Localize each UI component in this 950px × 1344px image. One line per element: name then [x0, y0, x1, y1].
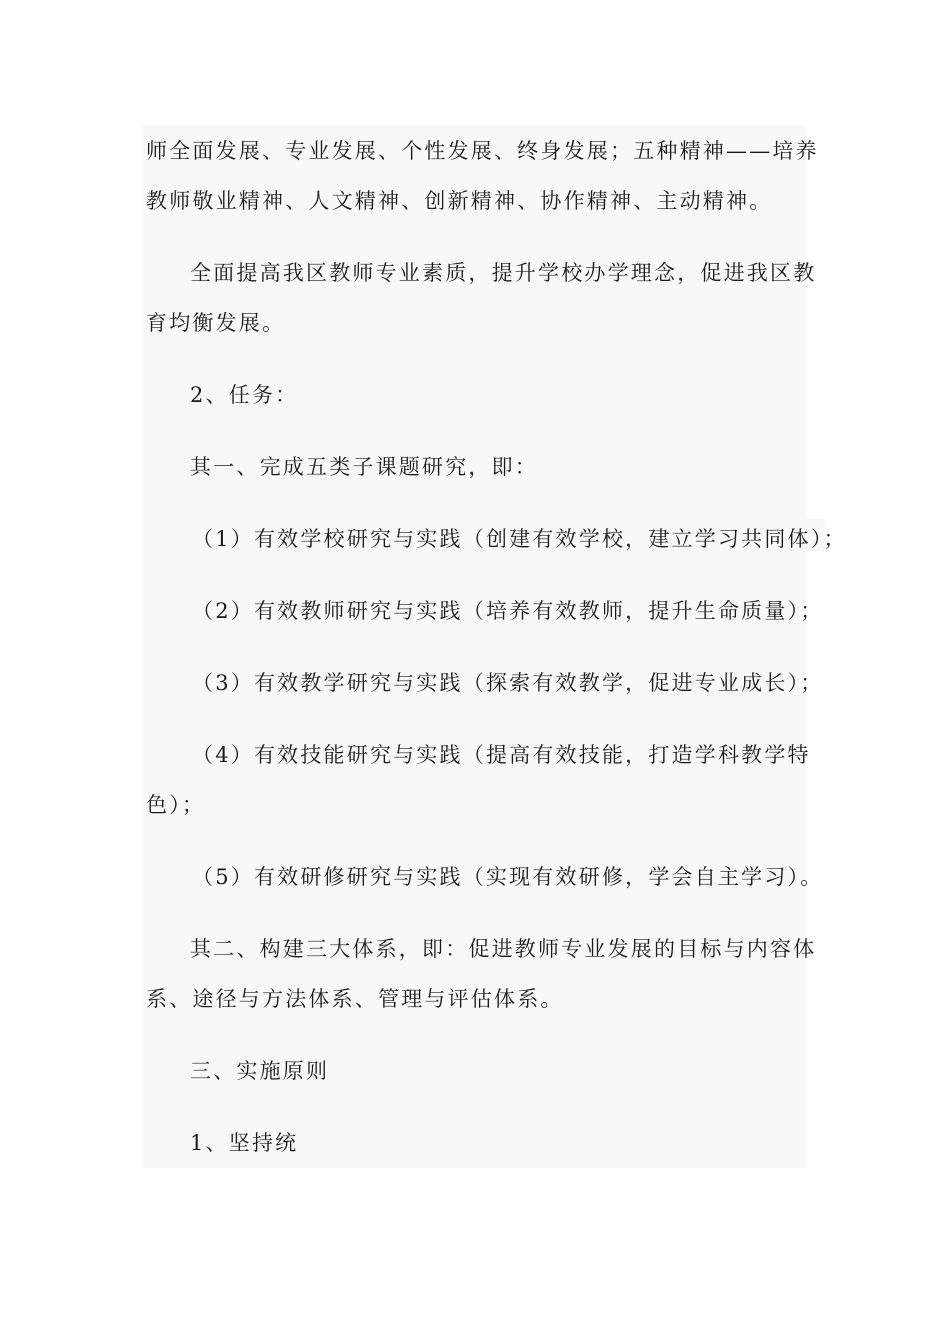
- list-item-4-cont: 色）；: [146, 793, 206, 817]
- text-line-14: 系、途径与方法体系、管理与评估体系。: [146, 987, 564, 1011]
- list-item-2: （2）有效教师研究与实践（培养有效教师，提升生命质量）；: [192, 599, 824, 623]
- text-line-13: 其二、构建三大体系，即：促进教师专业发展的目标与内容体: [190, 937, 817, 961]
- text-line-16: 1、坚持统: [190, 1131, 299, 1155]
- section-task-heading: 2、任务：: [190, 383, 299, 407]
- text-line-2: 教师敬业精神、人文精神、创新精神、协作精神、主动精神。: [146, 189, 773, 213]
- text-line-6: 其一、完成五类子课题研究，即：: [190, 455, 538, 479]
- list-item-1: （1）有效学校研究与实践（创建有效学校，建立学习共同体）；: [192, 527, 847, 551]
- text-line-3: 全面提高我区教师专业素质，提升学校办学理念，促进我区教: [190, 261, 817, 285]
- text-line-1: 师全面发展、专业发展、个性发展、终身发展；五种精神——培养: [146, 139, 819, 163]
- list-item-5: （5）有效研修研究与实践（实现有效研修，学会自主学习）。: [192, 865, 824, 889]
- list-item-4: （4）有效技能研究与实践（提高有效技能，打造学科教学特: [192, 743, 811, 767]
- text-line-4: 育均衡发展。: [146, 311, 286, 335]
- list-item-3: （3）有效教学研究与实践（探索有效教学，促进专业成长）；: [192, 671, 824, 695]
- section-principles-heading: 三、实施原则: [190, 1059, 330, 1083]
